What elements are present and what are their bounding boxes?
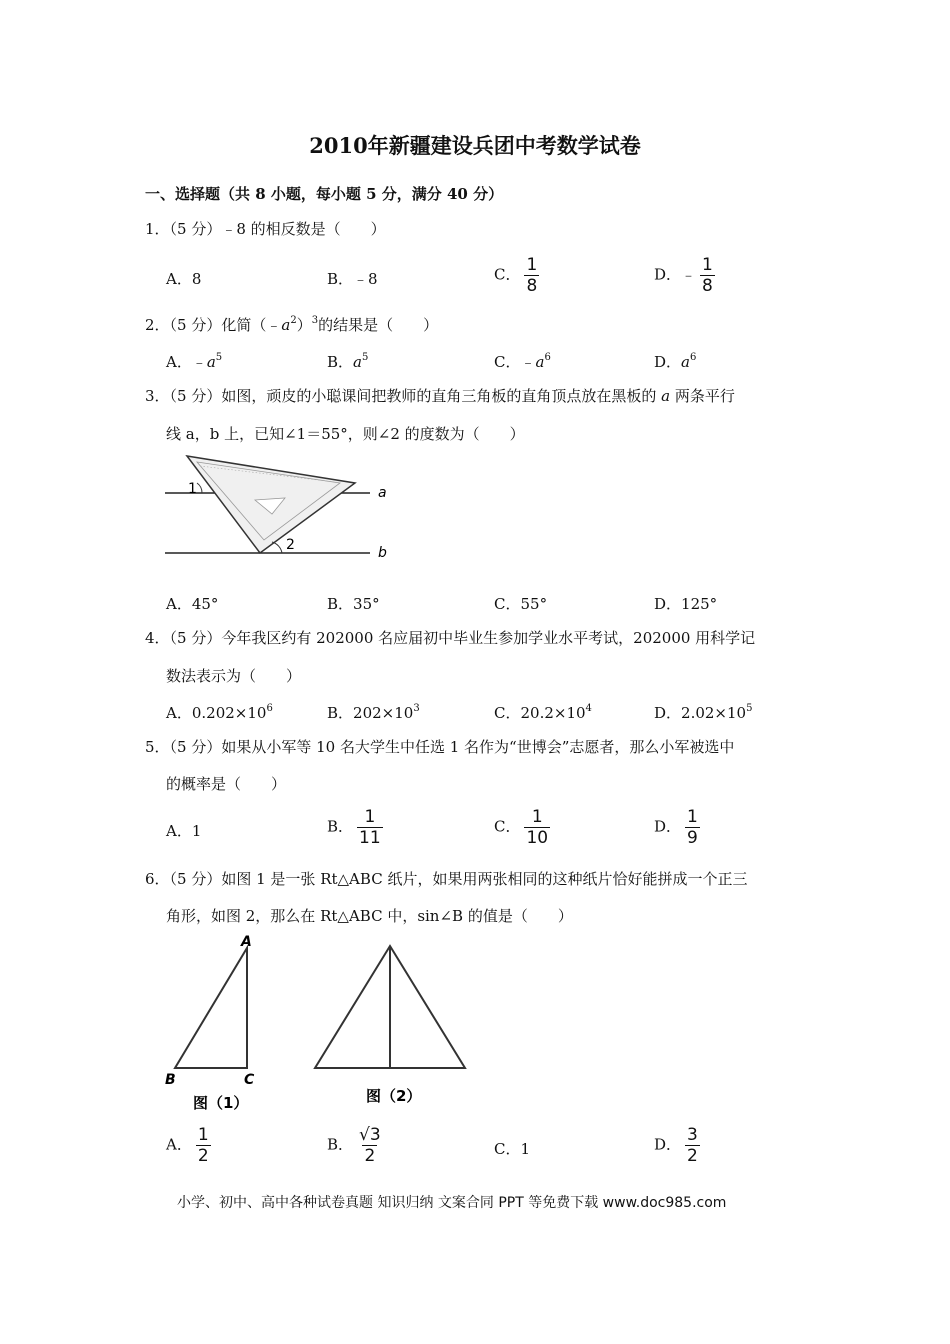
- line-a-label: a: [378, 485, 387, 501]
- figure-1-caption: 图（1）: [193, 1094, 249, 1112]
- question-6-line2: 角形，如图 2，那么在 Rt△ABC 中，sin∠B 的值是（ ）: [166, 907, 573, 925]
- question-4-line2: 数法表示为（ ）: [166, 667, 302, 685]
- q5-option-b: B． $\frac{1}{11}$: [327, 807, 381, 848]
- figure-2-caption: 图（2）: [366, 1087, 422, 1105]
- q5-option-a: A．1: [166, 822, 202, 840]
- q6-figures: [160, 930, 480, 1115]
- q3-figure: [160, 450, 400, 565]
- question-5-line2: 的概率是（ ）: [166, 775, 287, 793]
- q3-option-b: B．35°: [327, 595, 380, 613]
- line-b-label: b: [378, 545, 387, 561]
- question-3-line1: 3．（5 分）如图，顽皮的小聪课间把教师的直角三角板的直角顶点放在黑板的 a 两条平行: [145, 387, 735, 405]
- q6-option-b: B． $\frac{√3}{2}$: [327, 1125, 381, 1166]
- q4-option-c: C．$20.2\times 10^4$: [494, 703, 592, 722]
- q6-option-c: C．1: [494, 1140, 531, 1158]
- q4-option-a: A．$0.202\times 10^6$: [166, 703, 273, 722]
- vertex-b-label: B: [165, 1072, 176, 1088]
- question-5-line1: 5．（5 分）如果从小军等 10 名大学生中任选 1 名作为“世博会”志愿者，那么小军被选中: [145, 738, 735, 756]
- angle-2-label: 2: [286, 537, 295, 553]
- question-2-stem: 2．（5 分）化简$(﹣a^2)^3$的结果是（ ）: [145, 315, 439, 334]
- q1-option-b: B．﹣8: [327, 270, 378, 288]
- angle-1-label: 1: [188, 481, 197, 497]
- q2-option-d: D．$a^6$: [654, 352, 697, 371]
- question-3-line2: 线 a，b 上，已知∠1＝55°，则∠2 的度数为（ ）: [166, 425, 525, 443]
- q3-option-c: C．55°: [494, 595, 548, 613]
- q6-option-a: A． $\frac{1}{2}$: [166, 1125, 209, 1166]
- q5-option-c: C． $\frac{1}{10}$: [494, 807, 549, 848]
- q5-option-d: D． $\frac{1}{9}$: [654, 807, 698, 848]
- q3-option-a: A．45°: [166, 595, 219, 613]
- q1-option-d: D．﹣ $\frac{1}{8}$: [654, 255, 713, 296]
- page-title: 2010年新疆建设兵团中考数学试卷: [309, 133, 641, 158]
- section-heading: 一、选择题（共 8 小题，每小题 5 分，满分 40 分）: [145, 185, 504, 203]
- question-1-stem: 1．（5 分）﹣8 的相反数是（ ）: [145, 220, 386, 238]
- angle-1-arc: [197, 483, 202, 493]
- question-4-line1: 4．（5 分）今年我区约有 202000 名应届初中毕业生参加学业水平考试，202000 用科学记: [145, 629, 756, 647]
- question-6-line1: 6．（5 分）如图 1 是一张 Rt△ABC 纸片，如果用两张相同的这种纸片恰好能拼成一个正三: [145, 870, 748, 888]
- footer-note: 小学、初中、高中各种试卷真题 知识归纳 文案合同 PPT 等免费下载 www.doc985.com: [177, 1195, 727, 1211]
- q1-option-a: A．8: [166, 270, 202, 288]
- vertex-c-label: C: [244, 1072, 255, 1088]
- q6-option-d: D． $\frac{3}{2}$: [654, 1125, 698, 1166]
- q2-option-c: C．$﹣a^6$: [494, 352, 551, 371]
- q4-option-b: B．$202\times 10^3$: [327, 703, 420, 722]
- q3-option-d: D．125°: [654, 595, 718, 613]
- q2-option-a: A．$﹣a^5$: [166, 352, 223, 371]
- q1-option-c: C． $\frac{1}{8}$: [494, 255, 538, 296]
- q4-option-d: D．$2.02\times 10^5$: [654, 703, 753, 722]
- figure-1-triangle: [175, 948, 247, 1068]
- q2-option-b: B．$a^5$: [327, 352, 369, 371]
- vertex-a-label: A: [241, 934, 252, 950]
